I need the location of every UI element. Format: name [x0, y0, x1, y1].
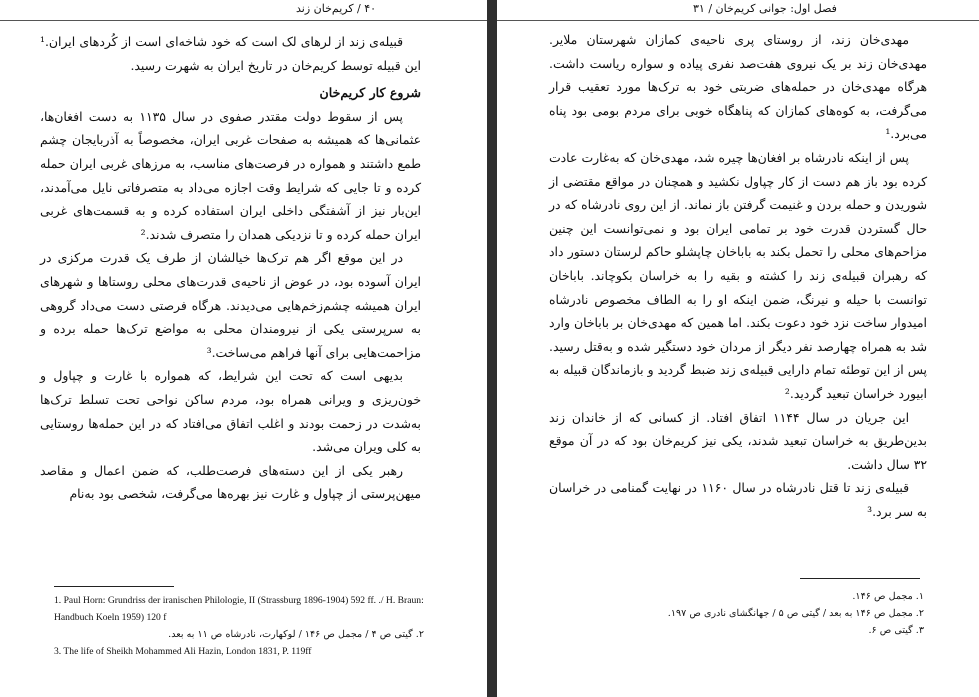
left-footnote-1: 1. Paul Horn: Grundriss der iranischen Philologie, II (Strassburg 1896-1904) 592 ff. ./ H. Braun: Handbuch Koeln 1959) 120 f [54, 595, 424, 623]
right-paragraph-2: پس از اینکه نادرشاه بر افغان‌ها چیره شد، مهدی‌خان که به‌غارت عادت کرده بود باز هم دست از کار چپاول نکشید و همچنان در مواقع مقتضی از شوریدن و حمله بردن و غنیمت گرفتن باز نماند. از این روی نادرشاه که در حال گستردن قدرت خود بر تمامی ایران بود و نمی‌توانست این چنین مزاحم‌های محلی را تحمل بکند به باباخان چاپشلو حاکم لرستان دستور داد که رهبران قبیله‌ی زند را کشته و بقیه را به خراسان بکوچاند. باباخان توانست با حیله و نیرنگ، ضمن اینکه او را به الطاف مخصوص نادرشاه امیدوار ساخت نزد خود دعوت بکند. اما همین که مهدی‌خان بر باباخان وارد شد به همراه چهارصد نفر دیگر از مردان خود دستگیر شده و به‌قتل رسید. پس از این توطئه تمام دارایی قبیله‌ی زند ضبط گردید و بازماندگان قبیله به ابیورد خراسان تبعید گردید.² [549, 149, 927, 401]
left-footnote-3: 3. The life of Sheikh Mohammed Ali Hazin, London 1831, P. 119ff [54, 646, 312, 657]
left-paragraph-1: قبیله‌ی زند از لرهای لک است که خود شاخه‌ای است از کُردهای ایران.¹ این قبیله توسط کریم‌خان در تاریخ ایران به شهرت رسید. [40, 34, 421, 73]
left-body-text [40, 30, 421, 506]
right-footnote-rule [800, 578, 920, 579]
right-header-rule [497, 20, 979, 21]
right-footnotes [549, 588, 924, 639]
left-footnotes [54, 592, 424, 660]
right-footnote-3: ۳. گیتی ص ۶. [868, 625, 924, 636]
right-paragraph-4: قبیله‌ی زند تا قتل نادرشاه در سال ۱۱۶۰ در نهایت گمنامی در خراسان به سر برد.³ [549, 480, 927, 519]
left-running-head: ۴۰ / کریم‌خان زند [296, 2, 377, 15]
right-paragraph-3: این جریان در سال ۱۱۴۴ اتفاق افتاد. از کسانی که از خاندان زند بدین‌طریق به خراسان تبعید شدند، یکی نیز کریم‌خان بود که در آن موقع ۳۲ سال داشت. [549, 409, 927, 472]
left-section-paragraph-1: پس از سقوط دولت مقتدر صفوی در سال ۱۱۳۵ به دست افغان‌ها، عثمانی‌ها که همیشه به صفحات غربی ایران، مخصوصاً به آذربایجان چشم طمع داشتند و همواره در فرصت‌های مناسب، به مرزهای غربی ایران حمله کرده و تا جایی که شرایط وقت اجازه می‌داد به متصرفاتی نایل می‌آمدند، این‌بار نیز از آشفتگی داخلی ایران استفاده کرده و به قسمت‌های غربی ایران حمله کرده و تا نزدیکی همدان را متصرف شدند.² [40, 108, 421, 242]
left-section-paragraph-2: در این موقع اگر هم ترک‌ها خیالشان از طرف یک قدرت مرکزی در ایران آسوده بود، در عوض از ناحیه‌ی قدرت‌های محلی روستاها و شهرهای ایران همیشه چشم‌زخم‌هایی می‌دیدند. هرگاه فرصتی دست می‌داد گروهی به سرپرستی یکی از نیرومندان محلی به مواضع ترک‌ها حمله برده و مزاحمت‌هایی برای آنها فراهم می‌ساخت.³ [40, 250, 421, 360]
right-footnote-2: ۲. مجمل ص ۱۴۶ به بعد / گیتی ص ۵ / جهانگشای نادری ص ۱۹۷. [667, 608, 924, 619]
right-running-head: فصل اول: جوانی کریم‌خان / ۳۱ [693, 2, 837, 15]
left-section-paragraph-3: بدیهی است که تحت این شرایط، که همواره با غارت و چپاول و خون‌ریزی و ویرانی همراه بود، مردم ساکن نواحی تحت تسلط ترک‌ها به‌شدت در زحمت بودند و اغلب اتفاق می‌افتاد که در این حمله‌ها روستایی به کلی ویران می‌شد. [40, 368, 421, 455]
book-gutter [487, 0, 497, 697]
right-footnote-1: ۱. مجمل ص ۱۴۶. [852, 591, 924, 602]
left-footnote-rule [54, 586, 174, 587]
left-footnote-2: ۲. گیتی ص ۴ / مجمل ص ۱۴۶ / لوکهارت، نادرشاه ص ۱۱ به بعد. [168, 629, 424, 640]
right-body-text [549, 28, 927, 523]
section-heading: شروع کار کریم‌خان [319, 85, 421, 101]
right-paragraph-1: مهدی‌خان زند، از روستای پری ناحیه‌ی کمازان شهرستان ملایر. مهدی‌خان زند بر یک نیروی هفت‌صد نفری پیاده و سواره ریاست داشت. هرگاه مهدی‌خان در حمله‌های ضربتی خود به ترک‌ها مورد تعقیب قرار می‌گرفت، به کوه‌های کمازان که پناهگاه خوبی برای مردم بومی بود پناه می‌برد.¹ [549, 32, 927, 142]
left-header-rule [0, 20, 487, 21]
left-section-paragraph-4: رهبر یکی از این دسته‌های فرصت‌طلب، که ضمن اعمال و مقاصد میهن‌پرستی از چپاول و غارت نیز بهره‌ها می‌گرفت، شخصی بود به‌نام [40, 462, 421, 502]
